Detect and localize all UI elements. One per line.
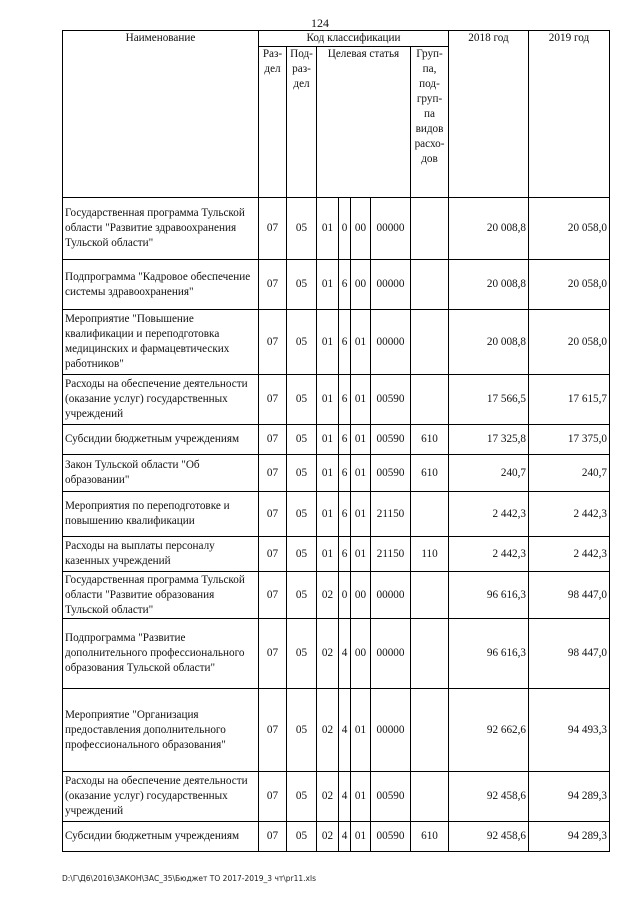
value-2019: 94 289,3 [529,822,610,852]
cs-subprogram-cell: 6 [339,425,351,455]
cs-measure-cell: 01 [351,822,371,852]
header-section: Раз-дел [259,47,287,198]
value-2018: 92 458,6 [449,822,529,852]
cs-measure-cell: 01 [351,375,371,425]
value-2018: 92 662,6 [449,689,529,772]
cs-subprogram-cell: 4 [339,772,351,822]
expense-group-cell [411,772,449,822]
podrazdel-cell: 05 [287,492,317,537]
cs-program-cell: 01 [317,375,339,425]
cs-subprogram-cell: 6 [339,537,351,572]
table-row [63,492,610,537]
table-row [63,375,610,425]
page-number: 124 [311,16,329,30]
row-name: Субсидии бюджетным учреждениям [63,822,259,852]
cs-direction-cell: 00590 [371,772,411,822]
cs-direction-cell: 00000 [371,260,411,310]
row-name: Расходы на выплаты персоналу казенных учреждений [63,537,259,572]
cs-direction-cell: 00590 [371,455,411,492]
cs-subprogram-cell: 4 [339,619,351,689]
podrazdel-cell: 05 [287,619,317,689]
cs-measure-cell: 01 [351,537,371,572]
table-row [63,619,610,689]
podrazdel-cell: 05 [287,198,317,260]
table-row [63,537,610,572]
table-row [63,198,610,260]
expense-group-cell [411,619,449,689]
razdel-cell: 07 [259,492,287,537]
expense-group-cell [411,198,449,260]
podrazdel-cell: 05 [287,537,317,572]
value-2019: 240,7 [529,455,610,492]
cs-measure-cell: 00 [351,619,371,689]
table-row [63,425,610,455]
value-2019: 2 442,3 [529,492,610,537]
cs-subprogram-cell: 0 [339,572,351,619]
cs-measure-cell: 00 [351,260,371,310]
value-2019: 2 442,3 [529,537,610,572]
row-name: Государственная программа Тульской области "Развитие здравоохранения Тульской области" [63,198,259,260]
cs-direction-cell: 00590 [371,425,411,455]
cs-direction-cell: 00000 [371,572,411,619]
expense-group-cell: 110 [411,537,449,572]
row-name: Мероприятие "Повышение квалификации и переподготовка медицинских и фармацевтических работников" [63,310,259,375]
cs-direction-cell: 00000 [371,198,411,260]
value-2018: 17 566,5 [449,375,529,425]
cs-program-cell: 01 [317,425,339,455]
cs-measure-cell: 01 [351,425,371,455]
value-2019: 20 058,0 [529,198,610,260]
razdel-cell: 07 [259,310,287,375]
razdel-cell: 07 [259,572,287,619]
cs-direction-cell: 00590 [371,822,411,852]
cs-subprogram-cell: 4 [339,689,351,772]
cs-program-cell: 02 [317,772,339,822]
table-row [63,455,610,492]
value-2018: 92 458,6 [449,772,529,822]
value-2018: 17 325,8 [449,425,529,455]
row-name: Субсидии бюджетным учреждениям [63,425,259,455]
value-2019: 98 447,0 [529,572,610,619]
expense-group-cell: 610 [411,455,449,492]
cs-measure-cell: 00 [351,198,371,260]
value-2018: 2 442,3 [449,492,529,537]
value-2018: 240,7 [449,455,529,492]
value-2018: 96 616,3 [449,572,529,619]
header-expense-group: Груп-па, под-груп-па видов расхо-дов [411,47,449,198]
cs-measure-cell: 01 [351,310,371,375]
podrazdel-cell: 05 [287,822,317,852]
cs-subprogram-cell: 0 [339,198,351,260]
header-classification-code: Код классификации [259,31,449,47]
expense-group-cell: 610 [411,822,449,852]
razdel-cell: 07 [259,689,287,772]
cs-measure-cell: 00 [351,572,371,619]
row-name: Расходы на обеспечение деятельности (оказание услуг) государственных учреждений [63,375,259,425]
value-2018: 2 442,3 [449,537,529,572]
row-name: Мероприятия по переподготовке и повышению квалификации [63,492,259,537]
expense-group-cell [411,572,449,619]
cs-program-cell: 01 [317,455,339,492]
podrazdel-cell: 05 [287,772,317,822]
cs-direction-cell: 00000 [371,619,411,689]
expense-group-cell [411,492,449,537]
table-row [63,689,610,772]
cs-program-cell: 01 [317,198,339,260]
expense-group-cell [411,689,449,772]
podrazdel-cell: 05 [287,689,317,772]
cs-measure-cell: 01 [351,689,371,772]
razdel-cell: 07 [259,822,287,852]
table-row [63,310,610,375]
cs-program-cell: 02 [317,689,339,772]
value-2019: 94 493,3 [529,689,610,772]
cs-direction-cell: 21150 [371,492,411,537]
cs-direction-cell: 00000 [371,310,411,375]
budget-table [62,30,610,852]
razdel-cell: 07 [259,375,287,425]
cs-direction-cell: 21150 [371,537,411,572]
podrazdel-cell: 05 [287,260,317,310]
header-year-2019: 2019 год [529,31,610,198]
cs-program-cell: 02 [317,822,339,852]
file-path-footer: D:\Г\Д6\2016\ЗАКОН\ЗАС_35\Бюджет ТО 2017-2019_3 чт\pr11.xls [62,874,316,883]
value-2019: 20 058,0 [529,260,610,310]
value-2018: 20 008,8 [449,310,529,375]
value-2019: 20 058,0 [529,310,610,375]
header-target-item: Целевая статья [317,47,411,198]
razdel-cell: 07 [259,198,287,260]
podrazdel-cell: 05 [287,310,317,375]
razdel-cell: 07 [259,260,287,310]
row-name: Государственная программа Тульской области "Развитие образования Тульской области" [63,572,259,619]
cs-measure-cell: 01 [351,492,371,537]
podrazdel-cell: 05 [287,572,317,619]
row-name: Закон Тульской области "Об образовании" [63,455,259,492]
podrazdel-cell: 05 [287,375,317,425]
cs-measure-cell: 01 [351,772,371,822]
cs-direction-cell: 00590 [371,375,411,425]
table-row [63,260,610,310]
expense-group-cell [411,310,449,375]
podrazdel-cell: 05 [287,425,317,455]
podrazdel-cell: 05 [287,455,317,492]
row-name: Подпрограмма "Развитие дополнительного профессионального образования Тульской области" [63,619,259,689]
table-row [63,822,610,852]
razdel-cell: 07 [259,425,287,455]
cs-program-cell: 01 [317,537,339,572]
cs-program-cell: 02 [317,572,339,619]
table-row [63,772,610,822]
cs-program-cell: 01 [317,260,339,310]
cs-subprogram-cell: 4 [339,822,351,852]
cs-subprogram-cell: 6 [339,375,351,425]
cs-subprogram-cell: 6 [339,492,351,537]
value-2019: 94 289,3 [529,772,610,822]
cs-program-cell: 01 [317,310,339,375]
table-row [63,572,610,619]
header-year-2018: 2018 год [449,31,529,198]
razdel-cell: 07 [259,537,287,572]
cs-program-cell: 01 [317,492,339,537]
expense-group-cell: 610 [411,425,449,455]
header-name: Наименование [63,31,259,198]
razdel-cell: 07 [259,772,287,822]
header-subsection: Под-раз-дел [287,47,317,198]
row-name: Расходы на обеспечение деятельности (оказание услуг) государственных учреждений [63,772,259,822]
row-name: Подпрограмма "Кадровое обеспечение системы здравоохранения" [63,260,259,310]
cs-subprogram-cell: 6 [339,260,351,310]
razdel-cell: 07 [259,455,287,492]
cs-subprogram-cell: 6 [339,310,351,375]
cs-measure-cell: 01 [351,455,371,492]
cs-program-cell: 02 [317,619,339,689]
value-2018: 96 616,3 [449,619,529,689]
expense-group-cell [411,260,449,310]
value-2019: 17 615,7 [529,375,610,425]
value-2018: 20 008,8 [449,198,529,260]
row-name: Мероприятие "Организация предоставления дополнительного профессионального образования" [63,689,259,772]
value-2019: 98 447,0 [529,619,610,689]
expense-group-cell [411,375,449,425]
cs-direction-cell: 00000 [371,689,411,772]
value-2019: 17 375,0 [529,425,610,455]
value-2018: 20 008,8 [449,260,529,310]
cs-subprogram-cell: 6 [339,455,351,492]
razdel-cell: 07 [259,619,287,689]
